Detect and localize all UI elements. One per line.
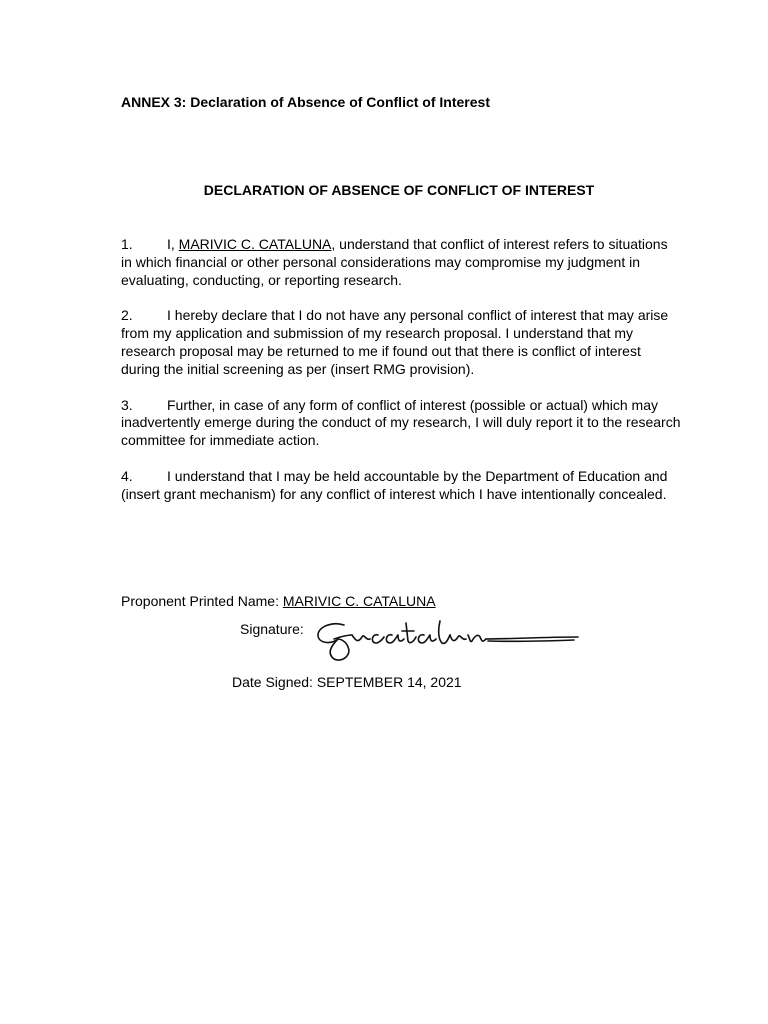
paragraph-1 xyxy=(121,236,681,289)
paragraph-3 xyxy=(121,397,681,450)
date-signed-line xyxy=(232,674,462,690)
signature-line xyxy=(240,621,600,669)
paragraph-number: 3. xyxy=(121,396,133,413)
paragraph-number: 1. xyxy=(121,236,133,252)
paragraph-4 xyxy=(121,468,681,504)
declarant-name: MARIVIC C. CATALUNA xyxy=(178,236,332,252)
printed-name-line xyxy=(121,593,436,609)
signature-label: Signature: xyxy=(240,621,304,637)
paragraph-prefix: I, xyxy=(167,236,179,252)
paragraph-text: Further, in case of any form of conflict of interest (possible or actual) which may inadvertently emerge during the conduct of my research, I will duly report it to the research committee for immediate action. xyxy=(121,396,681,449)
date-label: Date Signed: xyxy=(232,674,317,690)
date-value: SEPTEMBER 14, 2021 xyxy=(316,674,462,690)
paragraph-2 xyxy=(121,307,681,378)
annex-heading: ANNEX 3: Declaration of Absence of Conflict of Interest xyxy=(121,94,490,110)
paragraph-text: , understand that conflict of interest refers to situations in which financial or other personal considerations may compromise my judgment in evaluating, conducting, or reporting research. xyxy=(121,236,668,288)
handwritten-signature xyxy=(312,615,582,667)
paragraph-text: I hereby declare that I do not have any personal conflict of interest that may arise from my application and submission of my research proposal. I understand that my research proposal may be returned to me if found out that there is conflict of interest during the initial screening as per (insert RMG provision). xyxy=(121,307,669,377)
document-title: DECLARATION OF ABSENCE OF CONFLICT OF INTEREST xyxy=(203,182,595,198)
printed-name: MARIVIC C. CATALUNA xyxy=(282,593,436,609)
paragraph-number: 4. xyxy=(121,467,133,484)
paragraph-text: I understand that I may be held accountable by the Department of Education and (insert grant mechanism) for any conflict of interest which I have intentionally concealed. xyxy=(121,467,668,502)
printed-name-label: Proponent Printed Name: xyxy=(121,593,283,609)
declaration-body xyxy=(121,236,681,522)
paragraph-number: 2. xyxy=(121,307,133,324)
